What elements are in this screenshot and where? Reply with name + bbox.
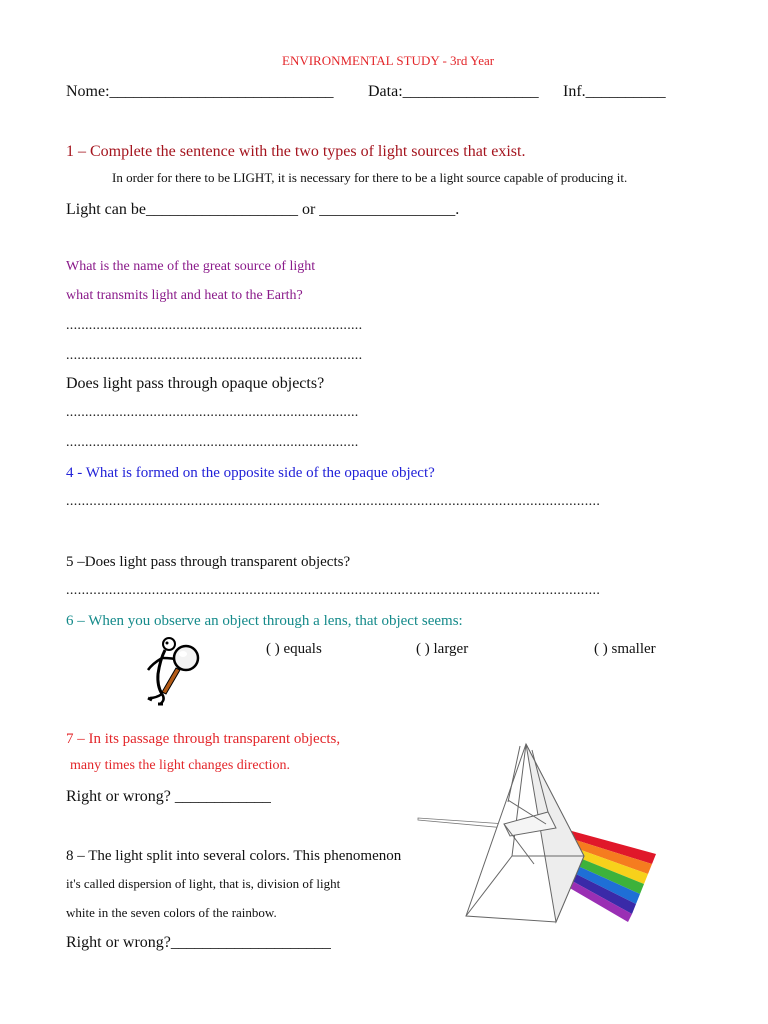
question-3-text: Does light pass through opaque objects?: [66, 375, 325, 392]
question-4-text: 4 - What is formed on the opposite side of the opaque object?: [66, 465, 435, 481]
question-2-answer-line[interactable]: ..............................................................................: [66, 348, 363, 363]
question-2-line-1: What is the name of the great source of light: [66, 259, 316, 274]
question-1-sentence[interactable]: Light can be___________________ or _________________.: [66, 201, 460, 218]
option-equals[interactable]: ( ) equals: [266, 641, 322, 657]
question-2-answer-line[interactable]: ..............................................................................: [66, 318, 363, 333]
info-field[interactable]: Inf.__________: [563, 83, 666, 100]
magnifier-figure-icon: [138, 634, 208, 706]
question-7-line-2: many times the light changes direction.: [70, 758, 291, 773]
question-3-answer-line[interactable]: .............................................................................: [66, 435, 359, 450]
question-5-text: 5 –Does light pass through transparent objects?: [66, 554, 351, 570]
name-field[interactable]: Nome:____________________________: [66, 83, 334, 100]
question-5-answer-line[interactable]: .........................................................................................................................................: [66, 583, 601, 598]
question-8-line-2: it's called dispersion of light, that is, division of light: [66, 876, 341, 891]
question-1-hint: In order for there to be LIGHT, it is necessary for there to be a light source capable of producing it.: [112, 170, 628, 185]
question-7-line-1: 7 – In its passage through transparent objects,: [66, 731, 341, 747]
date-field[interactable]: Data:_________________: [368, 83, 539, 100]
question-7-answer[interactable]: Right or wrong? ____________: [66, 788, 271, 805]
question-8-line-1: 8 – The light split into several colors. This phenomenon: [66, 848, 402, 864]
question-3-answer-line[interactable]: .............................................................................: [66, 405, 359, 420]
prism-dispersion-icon: [416, 740, 668, 926]
worksheet-title: ENVIRONMENTAL STUDY - 3rd Year: [282, 53, 495, 68]
question-8-line-3: white in the seven colors of the rainbow.: [66, 905, 277, 920]
option-smaller[interactable]: ( ) smaller: [594, 641, 656, 657]
question-6-text: 6 – When you observe an object through a lens, that object seems:: [66, 613, 463, 629]
question-4-answer-line[interactable]: .........................................................................................................................................: [66, 494, 601, 509]
option-larger[interactable]: ( ) larger: [416, 641, 469, 657]
question-8-answer[interactable]: Right or wrong?____________________: [66, 934, 331, 951]
question-1-title: 1 – Complete the sentence with the two types of light sources that exist.: [66, 143, 526, 160]
question-2-line-2: what transmits light and heat to the Earth?: [66, 288, 303, 303]
